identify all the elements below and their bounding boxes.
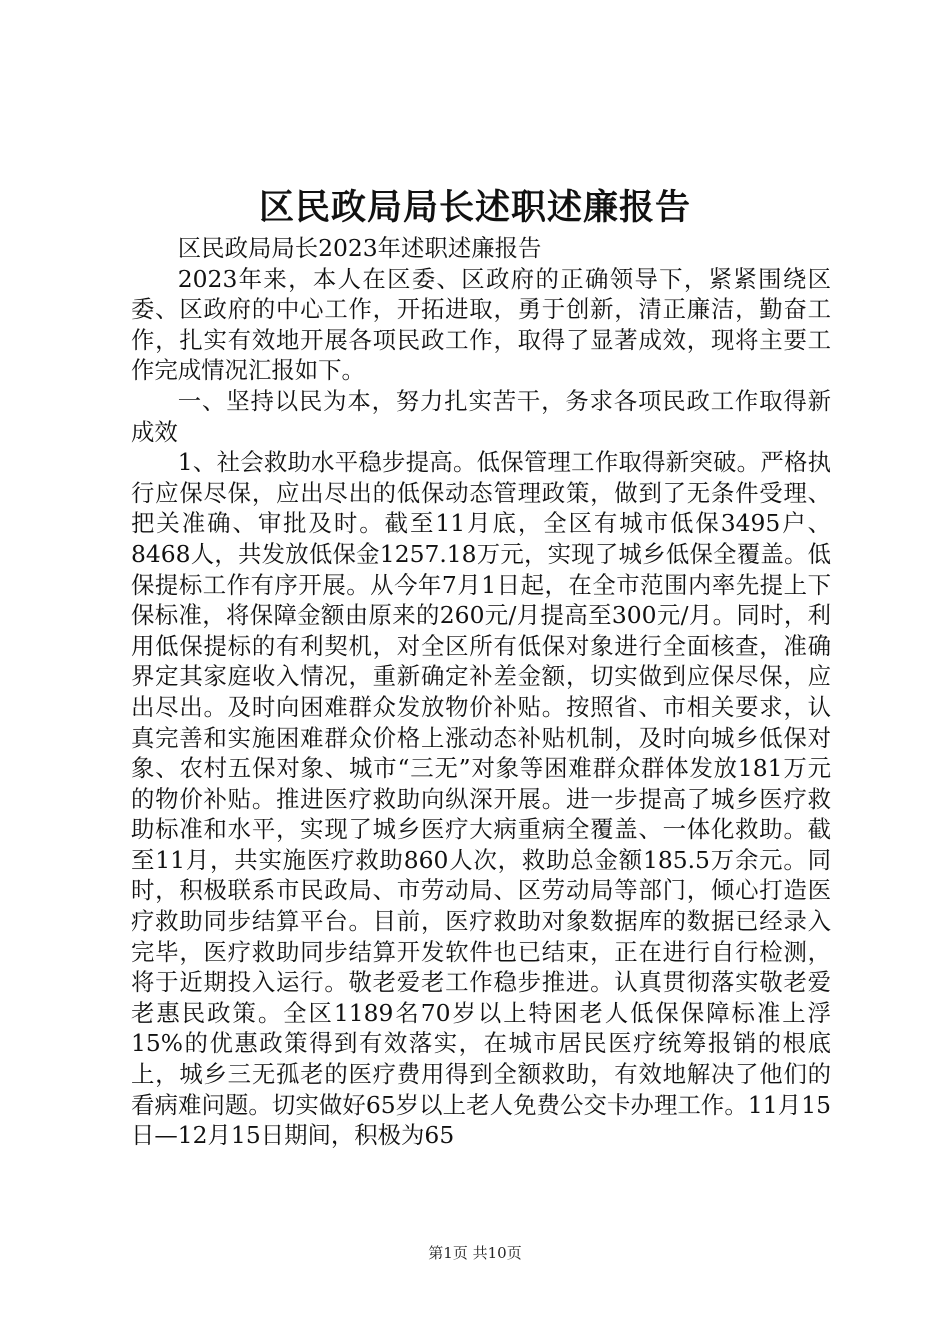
intro-paragraph: 2023年来，本人在区委、区政府的正确领导下，紧紧围绕区委、区政府的中心工作，开拓进取，勇于创新，清正廉洁，勤奋工作，扎实有效地开展各项民政工作，取得了显著成效，现将主要工作完成情况汇报如下。 — [131, 264, 831, 385]
document-body — [131, 233, 831, 1151]
page-footer: 第1页 共10页 — [428, 1244, 522, 1262]
body-paragraph: 1、社会救助水平稳步提高。低保管理工作取得新突破。严格执行应保尽保，应出尽出的低保动态管理政策，做到了无条件受理、把关准确、审批及时。截至11月底，全区有城市低保3495户、8468人，共发放低保金1257.18万元，实现了城乡低保全覆盖。低保提标工作有序开展。从今年7月1日起，在全市范围内率先提上下保标准，将保障金额由原来的260元/月提高至300元/月。同时，利用低保提标的有利契机，对全区所有低保对象进行全面核查，准确界定其家庭收入情况，重新确定补差金额，切实做到应保尽保，应出尽出。及时向困难群众发放物价补贴。按照省、市相关要求，认真完善和实施困难群众价格上涨动态补贴机制，及时向城乡低保对象、农村五保对象、城市“三无”对象等困难群众群体发放181万元的物价补贴。推进医疗救助向纵深开展。进一步提高了城乡医疗救助标准和水平，实现了城乡医疗大病重病全覆盖、一体化救助。截至11月，共实施医疗救助860人次，救助总金额185.5万余元。同时，积极联系市民政局、市劳动局、区劳动局等部门，倾心打造医疗救助同步结算平台。目前，医疗救助对象数据库的数据已经录入完毕，医疗救助同步结算开发软件也已结束，正在进行自行检测，将于近期投入运行。敬老爱老工作稳步推进。认真贯彻落实敬老爱老惠民政策。全区1189名70岁以上特困老人低保保障标准上浮15%的优惠政策得到有效落实，在城市居民医疗统筹报销的根底上，城乡三无孤老的医疗费用得到全额救助，有效地解决了他们的看病难问题。切实做好65岁以上老人免费公交卡办理工作。11月15日—12月15日期间，积极为65 — [131, 448, 831, 1150]
section-heading: 一、坚持以民为本，努力扎实苦干，务求各项民政工作取得新成效 — [131, 386, 831, 446]
subtitle-paragraph: 区民政局局长2023年述职述廉报告 — [177, 234, 542, 262]
document-title: 区民政局局长述职述廉报告 — [258, 187, 691, 228]
